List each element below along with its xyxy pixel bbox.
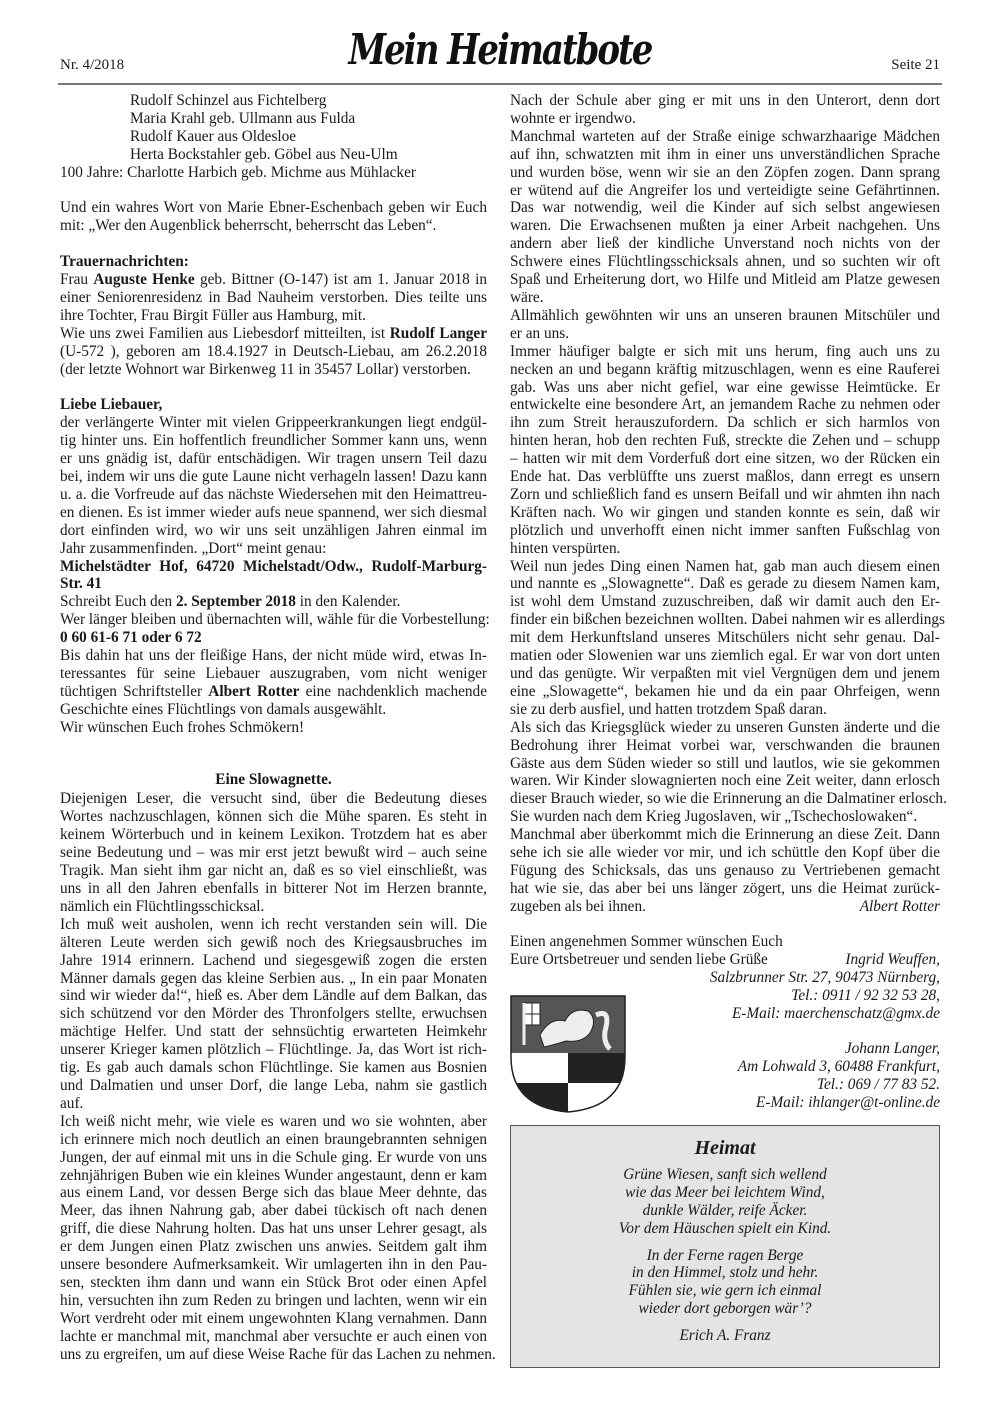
text-line: Maria Krahl geb. Ullmann aus Fulda bbox=[130, 109, 356, 127]
text-line: Wer länger bleiben und übernachten will, wähle für die Vorbestellung: bbox=[60, 611, 490, 629]
text-line: ist wohl dem Umstand zuzuschreiben, daß wir damit auch den Er- bbox=[510, 593, 940, 611]
story-paragraph bbox=[510, 718, 947, 826]
text-line: Frau Auguste Henke geb. Bittner (O-147) ist am 1. Januar 2018 in bbox=[60, 271, 487, 289]
text-line: Herta Bockstahler geb. Göbel aus Neu-Ulm bbox=[130, 145, 398, 163]
text-line: Jungen, der auf einmal mit uns in die Schule ging. Er wurde von uns bbox=[60, 1148, 487, 1166]
left-column bbox=[60, 92, 496, 1363]
text-line: Rudolf Kauer aus Oldesloe bbox=[130, 127, 297, 145]
text-line: wieder dort geborgen wär’? bbox=[638, 1300, 812, 1318]
text-line: Sie wurden nach dem Krieg Jugoslaven, wir „Tschechoslowaken“. bbox=[510, 808, 918, 826]
contact-1-street: Salzbrunner Str. 27, 90473 Nürnberg, bbox=[709, 968, 940, 986]
text-line: uns in all den Jahren ebenfalls in bitterer Not im Herzen brannte, bbox=[60, 880, 487, 898]
text-line: er uns gnädig ist, dafür entschädigen. Wir tragen unsern Teil dazu bbox=[60, 450, 487, 468]
story-paragraph bbox=[510, 826, 940, 898]
text-line: eine „Slowagette“, bekamen hie und da ein paar Ohrfeigen, wenn bbox=[510, 682, 940, 700]
text-line: uns zu ergreifen, um auf diese Weise Rache für das Lachen zu nehmen. bbox=[60, 1345, 496, 1363]
bold-name: Albert Rotter bbox=[208, 682, 300, 700]
page-number: Seite 21 bbox=[891, 57, 940, 73]
text-line: ihn zum Streit herauszufordern. Da schlich er sich harmlos von bbox=[510, 414, 940, 432]
story-title: Eine Slowagnette. bbox=[215, 770, 332, 788]
text-line: Schwere eines Flüchtlingsschicksals ahnen, und so suchten wir oft bbox=[510, 253, 940, 271]
text-line: Bis dahin hat uns der fleißige Hans, der nicht müde wird, etwas In- bbox=[60, 647, 487, 665]
story-paragraph bbox=[60, 790, 487, 915]
text-line: Immer häufiger balgte er sich mit uns herum, fing auch uns zu bbox=[510, 342, 940, 360]
text-line: sen, steckten ihm dann und wann ein Stück Brot oder einen Apfel bbox=[60, 1273, 487, 1291]
text-line: – hatten wir mit dem Vorderfuß dort eine sitzen, wo der Rücken ein bbox=[510, 450, 940, 468]
contact-1-email: E-Mail: maerchenschatz@gmx.de bbox=[731, 1004, 940, 1022]
text-line: Weil nun jedes Ding einen Namen hat, gab man auch diesem einen bbox=[510, 557, 940, 575]
text-line: Jahre 1914 erinnern. Lachend und siegesgewiß zogen die ersten bbox=[60, 951, 487, 969]
text-line: Bedrohung ihrer Heimat vorbei war, verschwanden die braunen bbox=[510, 736, 940, 754]
text-line: bei, indem wir uns die gute Laune nicht verhageln lassen! Dazu kann bbox=[60, 467, 487, 485]
story-author: Albert Rotter bbox=[859, 897, 940, 915]
story-paragraph bbox=[510, 128, 940, 307]
text-line: keinem Wörterbuch und in keinem Lexikon. Trotzdem hat es aber bbox=[60, 826, 487, 844]
text-line: Das war notwendig, weil die Kinder auf sich selbst angewiesen bbox=[510, 199, 940, 217]
text-line: er wütend auf die Angreifer los und verteidigte seine Gefährtinnen. bbox=[510, 181, 940, 199]
text-line: necken an und begann kräftig mitzuschlagen, wenn es eine Rauferei bbox=[510, 360, 940, 378]
text-line: In der Ferne ragen Berge bbox=[646, 1246, 804, 1264]
text-line: nämlich ein Flüchtlingsschicksal. bbox=[60, 897, 265, 915]
text-line: tig. Es gab auch damals schon Flüchtlinge. Sie kamen aus Bosnien bbox=[60, 1059, 487, 1077]
text-line: Jahr zusammenfinden. „Dort“ meint genau: bbox=[60, 539, 327, 557]
text-line: tüchtigen Schriftsteller Albert Rotter eine nachdenklich machende bbox=[60, 682, 487, 700]
text-line: Allmählich gewöhnten wir uns an unseren braunen Mitschüler und bbox=[510, 306, 940, 324]
text-line: hin, versuchten ihn zum Reden zu bringen und lachten, wenn wir ein bbox=[60, 1291, 487, 1309]
letter-salutation: Liebe Liebauer, bbox=[60, 396, 163, 414]
poem-stanza-2 bbox=[511, 1247, 939, 1319]
text-line: Wir wünschen Euch frohes Schmökern! bbox=[60, 718, 305, 736]
anniversary-list bbox=[60, 92, 487, 164]
text-line: Nach der Schule aber ging er mit uns in den Unterort, denn dort bbox=[510, 92, 940, 109]
obituary-langer bbox=[60, 325, 487, 379]
poem-box bbox=[510, 1125, 940, 1368]
text-line: ich erinnere mich noch deutlich an einen braungebrannten sehnigen bbox=[60, 1130, 487, 1148]
text-line: Vor dem Häuschen spielt ein Kind. bbox=[618, 1219, 832, 1237]
text-line: unsere besondere Aufmerksamkeit. Wir umlagerten ihn in den Pau- bbox=[60, 1256, 487, 1274]
story-paragraph bbox=[510, 343, 940, 558]
poem-title: Heimat bbox=[694, 1137, 756, 1159]
text-line: sie zu derb ausfiel, und hatten trotzdem Spaß daran. bbox=[510, 700, 827, 718]
poem-stanza-1 bbox=[511, 1166, 939, 1238]
story-paragraph bbox=[60, 916, 487, 1113]
story-last-line: zugeben als bei ihnen. bbox=[510, 897, 646, 915]
text-line: Str. 41 bbox=[60, 575, 102, 593]
text-line: wäre. bbox=[510, 288, 544, 306]
story-paragraph bbox=[510, 557, 945, 719]
text-line: ihre Tochter, Frau Birgit Füller aus Hamburg, mit. bbox=[60, 306, 366, 324]
text-line: Rudolf Schinzel aus Fichtelberg bbox=[130, 92, 327, 109]
text-line: hinten heran, hob den rechten Fuß, streckte die Zehen und – schupp bbox=[510, 432, 940, 450]
text-line: aus einem Land, vor dessen Berge sich das blaue Meer dehnte, das bbox=[60, 1184, 487, 1202]
text-line: einer Seniorenresidenz in Bad Nauheim verstorben. Dies teilte uns bbox=[60, 288, 487, 306]
text-line: Wortes nachzuschlagen, können sich die Mühe sparen. Es steht in bbox=[60, 808, 487, 826]
text-line: seine Bedeutung und – was mir erst jetzt bewußt wird – auch seine bbox=[60, 844, 487, 862]
text-line: Als sich das Kriegsglück wieder zu unseren Gunsten änderte und die bbox=[510, 718, 940, 736]
text-line: Fühlen sie, wie gern ich einmal bbox=[628, 1282, 822, 1300]
venue-address bbox=[60, 558, 487, 594]
text-line: er an uns. bbox=[510, 324, 570, 342]
contact-1-phone: Tel.: 0911 / 92 32 53 28, bbox=[791, 986, 940, 1004]
text-line: dunkle Wälder, reife Äcker. bbox=[642, 1201, 808, 1219]
text-line: Kräften nach. Wo wir gingen und standen konnte es sein, daß wir bbox=[510, 503, 940, 521]
text-line: wohnte er irgendwo. bbox=[510, 109, 636, 127]
text-line: (der letzte Wohnort war Birkenweg 11 in 35457 Lollar) verstorben. bbox=[60, 360, 471, 378]
text-line: teressantes für seine Liebauer auszugraben, vom nicht weniger bbox=[60, 664, 487, 682]
text-line: en dienen. Es ist immer wieder aufs neue spannend, wer sich diesmal bbox=[60, 503, 487, 521]
text-line: Schreibt Euch den 2. September 2018 in den Kalender. bbox=[60, 593, 401, 611]
text-line: (U-572 ), geboren am 18.4.1927 in Deutsch-Liebau, am 26.2.2018 bbox=[60, 342, 487, 360]
contact-2-phone: Tel.: 069 / 77 83 52. bbox=[816, 1076, 940, 1094]
text-line: tig hinter uns. Ein hoffentlich freundlicher Sommer kann uns, wenn bbox=[60, 432, 487, 450]
text-line: finder ein bißchen bezeichnen wollten. Dabei nahmen wir es allerdings bbox=[510, 611, 945, 629]
text-line: dort einfinden wird, wo wir uns seit unzähligen Jahren einmal im bbox=[60, 521, 487, 539]
bold-name: Auguste Henke bbox=[93, 271, 195, 289]
text-line: und Dalmatien und unser Dorf, die lange Leba, nahm sie gastlich bbox=[60, 1076, 487, 1094]
text-line: sich schützend vor den Mörder des Thronfolgers stellte, erwuchsen bbox=[60, 1005, 487, 1023]
text-line: mit: „Wer den Augenblick beherrscht, beherrscht das Leben“. bbox=[60, 217, 437, 235]
text-line: lachte er manchmal mit, manchmal aber versuchte er auch einen von bbox=[60, 1327, 487, 1345]
text-line: und nannte es „Slowagnette“. Daß es gerade zu diesem Namen kam, bbox=[510, 575, 940, 593]
text-line: Gäste aus dem Süden wieder so still und lautlos, wie sie gekommen bbox=[510, 754, 940, 772]
text-line: Tragik. Man sieht ihm gar nicht an, daß es so viel einschließt, was bbox=[60, 862, 487, 880]
bold-name: 2. September 2018 bbox=[175, 593, 296, 611]
text-line: unserer Krieger kamen plötzlich – Flüchtlinge. Ja, das Wort ist rich- bbox=[60, 1041, 487, 1059]
text-line: wie das Meer bei leichtem Wind, bbox=[625, 1183, 825, 1201]
greeting-line-2: Eure Ortsbetreuer und senden liebe Grüße bbox=[510, 950, 768, 968]
quote-paragraph bbox=[60, 199, 487, 235]
poem-author: Erich A. Franz bbox=[679, 1327, 771, 1345]
text-line: sind wir wieder da!“, hieß es. Aber dem Ländle auf dem Balkan, das bbox=[60, 987, 487, 1005]
text-line: mit dem Herkunftsland unseres Mitschülers nicht sehr genau. Dal- bbox=[510, 629, 940, 647]
text-line: Spaß und Erheiterung dort, wo Hilfe und Mitleid am Platze gewesen bbox=[510, 271, 940, 289]
text-line: er dem Jungen einen Platz zwischen uns anwies. Seitdem galt ihm bbox=[60, 1238, 487, 1256]
newspaper-logo: Mein Heimatbote bbox=[348, 25, 652, 75]
text-line: entwickelte eine besondere Art, an jemandem Rache zu nehmen oder bbox=[510, 396, 940, 414]
text-line: sehe ich sie alle wieder vor mir, und ich schüttle den Kopf über die bbox=[510, 844, 940, 862]
text-line: Männer damals gegen das kleine Serbien aus. „ In ein paar Monaten bbox=[60, 969, 487, 987]
text-line: Und ein wahres Wort von Marie Ebner-Eschenbach geben wir Euch bbox=[60, 199, 487, 217]
text-line: Manchmal warteten auf der Straße einige schwarzhaarige Mädchen bbox=[510, 127, 940, 145]
text-line: Diejenigen Leser, die versucht sind, über die Bedeutung dieses bbox=[60, 790, 487, 808]
story-paragraph bbox=[510, 307, 940, 343]
story-paragraph bbox=[510, 92, 940, 128]
text-line: Meer, das ihnen Nahrung gab, aber dabei tückisch oft nach denen bbox=[60, 1202, 487, 1220]
text-line: Ich muß weit ausholen, wenn ich recht verstanden sein will. Die bbox=[60, 915, 487, 933]
text-line: in den Himmel, stolz und hehr. bbox=[631, 1264, 819, 1282]
story-right bbox=[510, 92, 947, 898]
booking-phone bbox=[60, 629, 487, 647]
text-line: Fügung des Schicksals, das uns genauso zu Vertriebenen gemacht bbox=[510, 861, 940, 879]
story-ending bbox=[510, 898, 940, 916]
text-line: und das genügte. Wir verpaßten mit viel Vergnügen dem und jenem bbox=[510, 665, 940, 682]
text-line: auf ihn, schwatzten mit ihm in einer uns unverständlichen Sprache bbox=[510, 145, 940, 163]
bold-name: Rudolf Langer bbox=[389, 324, 487, 342]
text-line: andern aber ließ der kindliche Unverstand noch nichts von der bbox=[510, 235, 940, 253]
right-column bbox=[510, 92, 947, 916]
text-line: matien oder Slowenien war uns ziemlich egal. Er war von dort unten bbox=[510, 647, 940, 665]
text-line: mächtige Helfer. Und statt der sehnsüchtig erwarteten Heimkehr bbox=[60, 1023, 487, 1041]
text-line: auf. bbox=[60, 1094, 84, 1112]
text-line: älteren Leute werden sich gewiß noch des Kriegsausbruches im bbox=[60, 933, 487, 951]
text-line: plötzlich und unverhofft einen nicht immer sanften Fußschlag von bbox=[510, 521, 940, 539]
contact-2-street: Am Lohwald 3, 60488 Frankfurt, bbox=[737, 1058, 940, 1076]
text-line: dieser Brauch wieder, so wie die Erinnerung an die Dalmatiner erlosch. bbox=[510, 790, 947, 808]
text-line: Zorn und schließlich fand es unsern Beifall und wir ahmten ihn nach bbox=[510, 485, 940, 503]
text-line: waren. Wir Kinder slowagnierten noch eine Zeit weiter, dann erlosch bbox=[510, 772, 940, 790]
text-line: hinten verspürten. bbox=[510, 539, 621, 557]
text-line: Ich weiß nicht mehr, wie viele es waren und wo sie wohnten, aber bbox=[60, 1112, 487, 1130]
obituaries-heading: Trauernachrichten: bbox=[60, 253, 189, 271]
contact-name-2: Johann Langer, bbox=[844, 1040, 940, 1058]
contact-2-email: E-Mail: ihlanger@t-online.de bbox=[756, 1094, 940, 1112]
story-intro bbox=[60, 647, 487, 719]
text-line: 0 60 61-6 71 oder 6 72 bbox=[60, 629, 202, 647]
text-line: zehnjährigen Buben wie ein kleines Wunder angestaunt, denn er kam bbox=[60, 1166, 487, 1184]
text-line: und wurden böse, wenn wir sie an den Zöpfen zogen. Dann sprang bbox=[510, 163, 940, 181]
text-line: Ende hat. Das verblüffte uns zuerst maßlos, dann erregt es unsern bbox=[510, 468, 940, 486]
text-line: griff, die diese Nahrung holten. Das hat uns unser Lehrer gesagt, als bbox=[60, 1220, 487, 1238]
text-line: Wie uns zwei Familien aus Liebesdorf mitteilten, ist Rudolf Langer bbox=[60, 324, 487, 342]
text-line: hat wie sie, das aber bei uns länger zögert, uns die Heimat zurück- bbox=[510, 879, 940, 897]
letter-paragraph bbox=[60, 414, 487, 557]
story-left bbox=[60, 790, 496, 1363]
text-line: Wort verdreht oder mit einem ungewohnten Klang vernahmen. Dann bbox=[60, 1309, 487, 1327]
text-line: gab. Was uns aber nicht gefiel, war eine gewisse Heimtücke. Er bbox=[510, 378, 940, 396]
contact-name-1: Ingrid Weuffen, bbox=[845, 950, 940, 968]
text-line: u. a. die Vorfreude auf das nächste Wiedersehen mit den Heimattreu- bbox=[60, 485, 487, 503]
text-line: Geschichte eines Flüchtlings von damals ausgewählt. bbox=[60, 700, 387, 718]
story-paragraph bbox=[60, 1112, 496, 1364]
booking-note bbox=[60, 611, 490, 629]
coat-of-arms-icon bbox=[510, 995, 626, 1113]
issue-number: Nr. 4/2018 bbox=[60, 57, 125, 73]
text-line: waren. Die Erwachsenen mußten ja einer Arbeit nachgehen. Uns bbox=[510, 217, 940, 235]
greeting-line-1: Einen angenehmen Sommer wünschen Euch bbox=[510, 933, 783, 950]
obituary-henke bbox=[60, 271, 487, 325]
text-line: Michelstädter Hof, 64720 Michelstadt/Odw., Rudolf-Marburg- bbox=[60, 557, 487, 575]
text-line: Grüne Wiesen, sanft sich wellend bbox=[623, 1165, 827, 1183]
header-rule bbox=[58, 83, 942, 85]
text-line: der verlängerte Winter mit vielen Grippeerkrankungen liegt endgül- bbox=[60, 414, 487, 432]
meeting-date bbox=[60, 593, 487, 611]
closing-wish bbox=[60, 719, 487, 737]
anniversary-100: 100 Jahre: Charlotte Harbich geb. Michme aus Mühlacker bbox=[60, 163, 416, 181]
text-line: Manchmal aber überkommt mich die Erinnerung an diese Zeit. Dann bbox=[510, 826, 940, 844]
